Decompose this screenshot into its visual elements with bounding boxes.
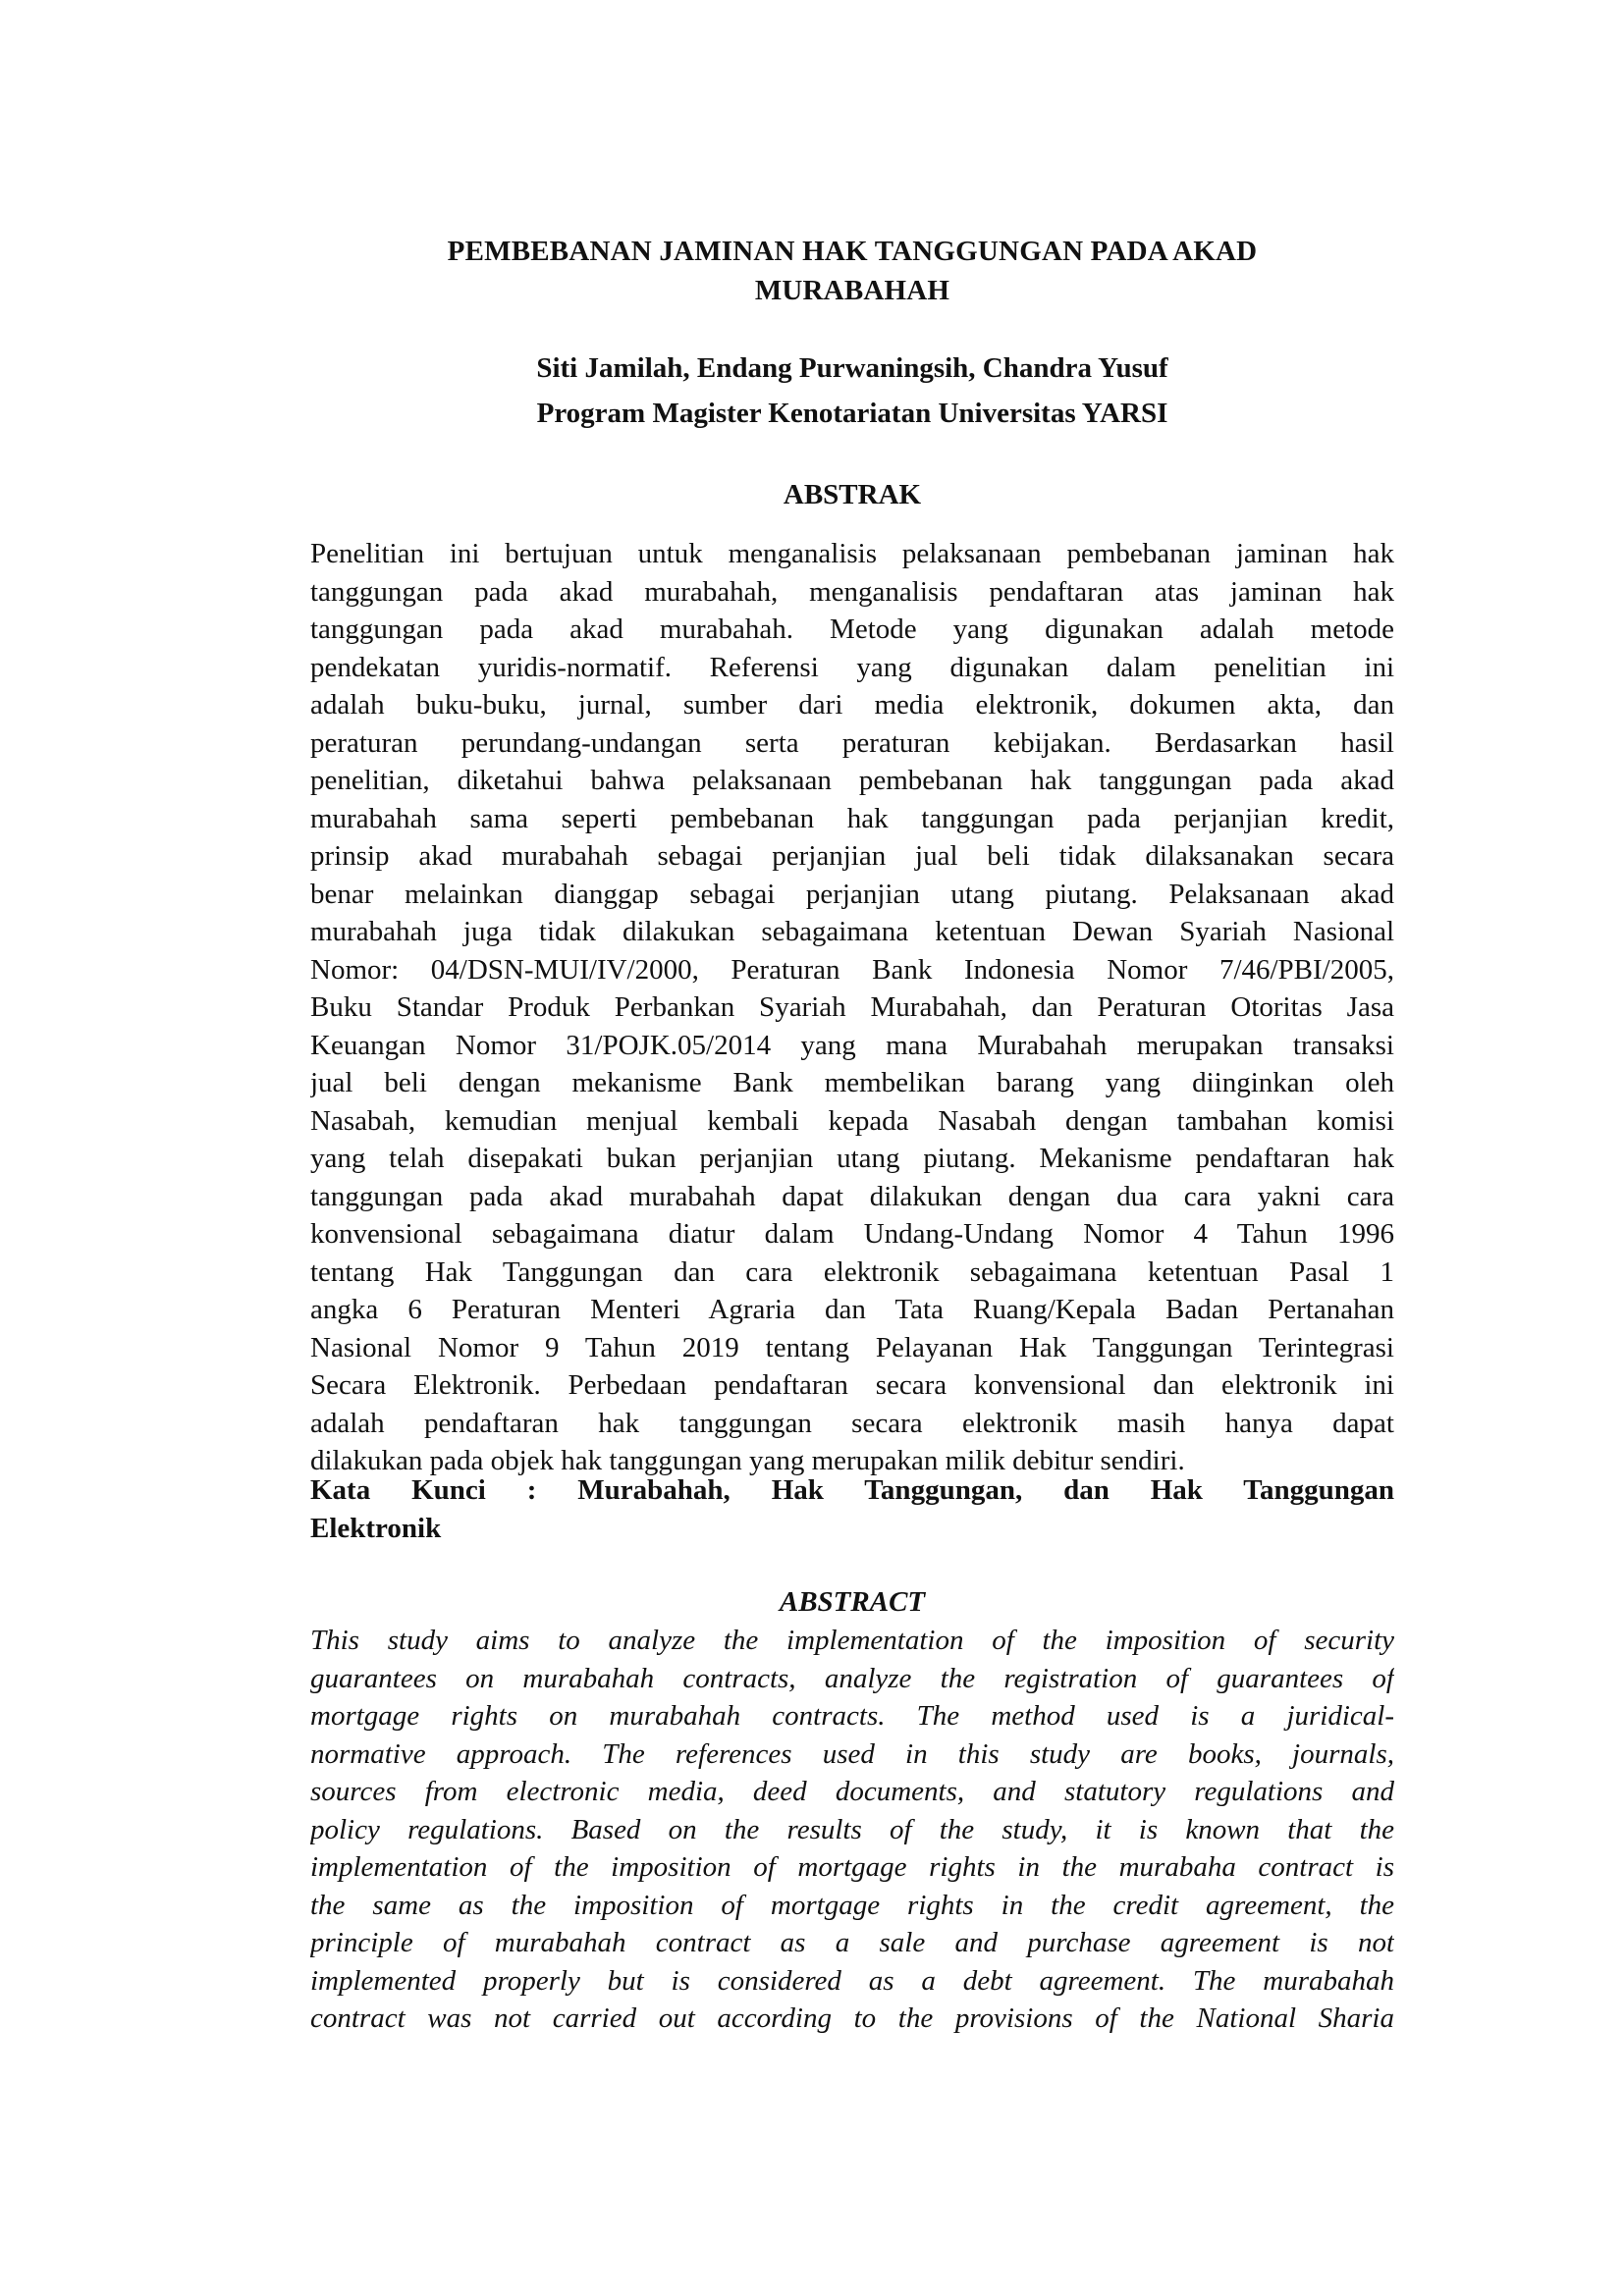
abstract-line: policy regulations. Based on the results of the study, it is known that the xyxy=(310,1813,1394,1845)
abstrak-line: murabahah juga tidak dilakukan sebagaimana ketentuan Dewan Syariah Nasional xyxy=(310,916,1394,947)
abstrak-line: yang telah disepakati bukan perjanjian utang piutang. Mekanisme pendaftaran hak xyxy=(310,1143,1394,1174)
abstrak-line: Nomor: 04/DSN-MUI/IV/2000, Peraturan Bank Indonesia Nomor 7/46/PBI/2005, xyxy=(310,953,1394,986)
abstract-line: implementation of the imposition of mortgage rights in the murabaha contract is xyxy=(310,1851,1394,1883)
title-line: PEMBEBANAN JAMINAN HAK TANGGUNGAN PADA AKAD xyxy=(447,236,1258,267)
abstrak-line: tentang Hak Tanggungan dan cara elektronik sebagaimana ketentuan Pasal 1 xyxy=(310,1255,1394,1288)
abstrak-line: benar melainkan dianggap sebagai perjanjian utang piutang. Pelaksanaan akad xyxy=(310,878,1394,910)
abstrak-line: tanggungan pada akad murabahah. Metode yang digunakan adalah metode xyxy=(310,614,1394,645)
keywords-line: Kata Kunci : Murabahah, Hak Tanggungan, dan Hak Tanggungan xyxy=(310,1474,1394,1506)
abstrak-line: Nasional Nomor 9 Tahun 2019 tentang Pelayanan Hak Tanggungan Terintegrasi xyxy=(310,1331,1394,1363)
keywords xyxy=(310,1471,1394,1547)
abstrak-line: adalah buku-buku, jurnal, sumber dari media elektronik, dokumen akta, dan xyxy=(310,689,1394,721)
abstrak-line: peraturan perundang-undangan serta peraturan kebijakan. Berdasarkan hasil xyxy=(310,726,1394,759)
abstrak-line: penelitian, diketahui bahwa pelaksanaan pembebanan hak tanggungan pada akad xyxy=(310,765,1394,796)
abstract-line: contract was not carried out according to the provisions of the National Sharia xyxy=(310,2002,1394,2034)
author-names: Siti Jamilah, Endang Purwaningsih, Chandra Yusuf xyxy=(536,352,1168,384)
abstrak-line: Secara Elektronik. Perbedaan pendaftaran secara konvensional dan elektronik ini xyxy=(310,1369,1394,1401)
abstract-body xyxy=(310,1622,1394,2038)
abstrak-line: tanggungan pada akad murabahah dapat dilakukan dengan dua cara yakni cara xyxy=(310,1180,1394,1212)
abstract-line: the same as the imposition of mortgage rights in the credit agreement, the xyxy=(310,1889,1394,1921)
abstract-line: sources from electronic media, deed documents, and statutory regulations and xyxy=(310,1776,1394,1807)
abstract-heading: ABSTRACT xyxy=(779,1586,926,1618)
author-affiliation: Program Magister Kenotariatan Universitas YARSI xyxy=(536,398,1168,429)
paper-title xyxy=(310,232,1394,310)
abstrak-line: adalah pendaftaran hak tanggungan secara elektronik masih hanya dapat xyxy=(310,1407,1394,1439)
abstract-line: normative approach. The references used in this study are books, journals, xyxy=(310,1737,1394,1770)
abstrak-line: murabahah sama seperti pembebanan hak tanggungan pada perjanjian kredit, xyxy=(310,802,1394,834)
keywords-line: Elektronik xyxy=(310,1512,442,1544)
abstrak-line: jual beli dengan mekanisme Bank membelikan barang yang diinginkan oleh xyxy=(310,1067,1394,1098)
abstrak-body xyxy=(310,535,1394,1480)
abstract-line: principle of murabahah contract as a sale and purchase agreement is not xyxy=(310,1927,1394,1958)
title-line: MURABAHAH xyxy=(754,275,950,306)
abstrak-line: pendekatan yuridis-normatif. Referensi yang digunakan dalam penelitian ini xyxy=(310,651,1394,683)
abstrak-line: konvensional sebagaimana diatur dalam Undang-Undang Nomor 4 Tahun 1996 xyxy=(310,1218,1394,1250)
abstrak-heading: ABSTRAK xyxy=(783,479,922,510)
abstrak-line: dilakukan pada objek hak tanggungan yang merupakan milik debitur sendiri. xyxy=(310,1445,1185,1476)
abstract-line: mortgage rights on murabahah contracts. The method used is a juridical- xyxy=(310,1700,1394,1732)
abstrak-line: Buku Standar Produk Perbankan Syariah Murabahah, dan Peraturan Otoritas Jasa xyxy=(310,991,1394,1023)
abstrak-line: tanggungan pada akad murabahah, menganalisis pendaftaran atas jaminan hak xyxy=(310,575,1394,608)
abstrak-line: Keuangan Nomor 31/POJK.05/2014 yang mana Murabahah merupakan transaksi xyxy=(310,1029,1394,1061)
abstract-line: implemented properly but is considered as a debt agreement. The murabahah xyxy=(310,1964,1394,1997)
abstract-line: This study aims to analyze the implementation of the imposition of security xyxy=(310,1625,1394,1656)
abstrak-line: angka 6 Peraturan Menteri Agraria dan Tata Ruang/Kepala Badan Pertanahan xyxy=(310,1294,1394,1325)
abstrak-line: Penelitian ini bertujuan untuk menganalisis pelaksanaan pembebanan jaminan hak xyxy=(310,538,1394,569)
abstract-line: guarantees on murabahah contracts, analyze the registration of guarantees of xyxy=(310,1662,1394,1694)
abstrak-line: prinsip akad murabahah sebagai perjanjian jual beli tidak dilaksanakan secara xyxy=(310,840,1394,872)
author-block xyxy=(310,346,1394,436)
abstrak-line: Nasabah, kemudian menjual kembali kepada Nasabah dengan tambahan komisi xyxy=(310,1104,1394,1137)
